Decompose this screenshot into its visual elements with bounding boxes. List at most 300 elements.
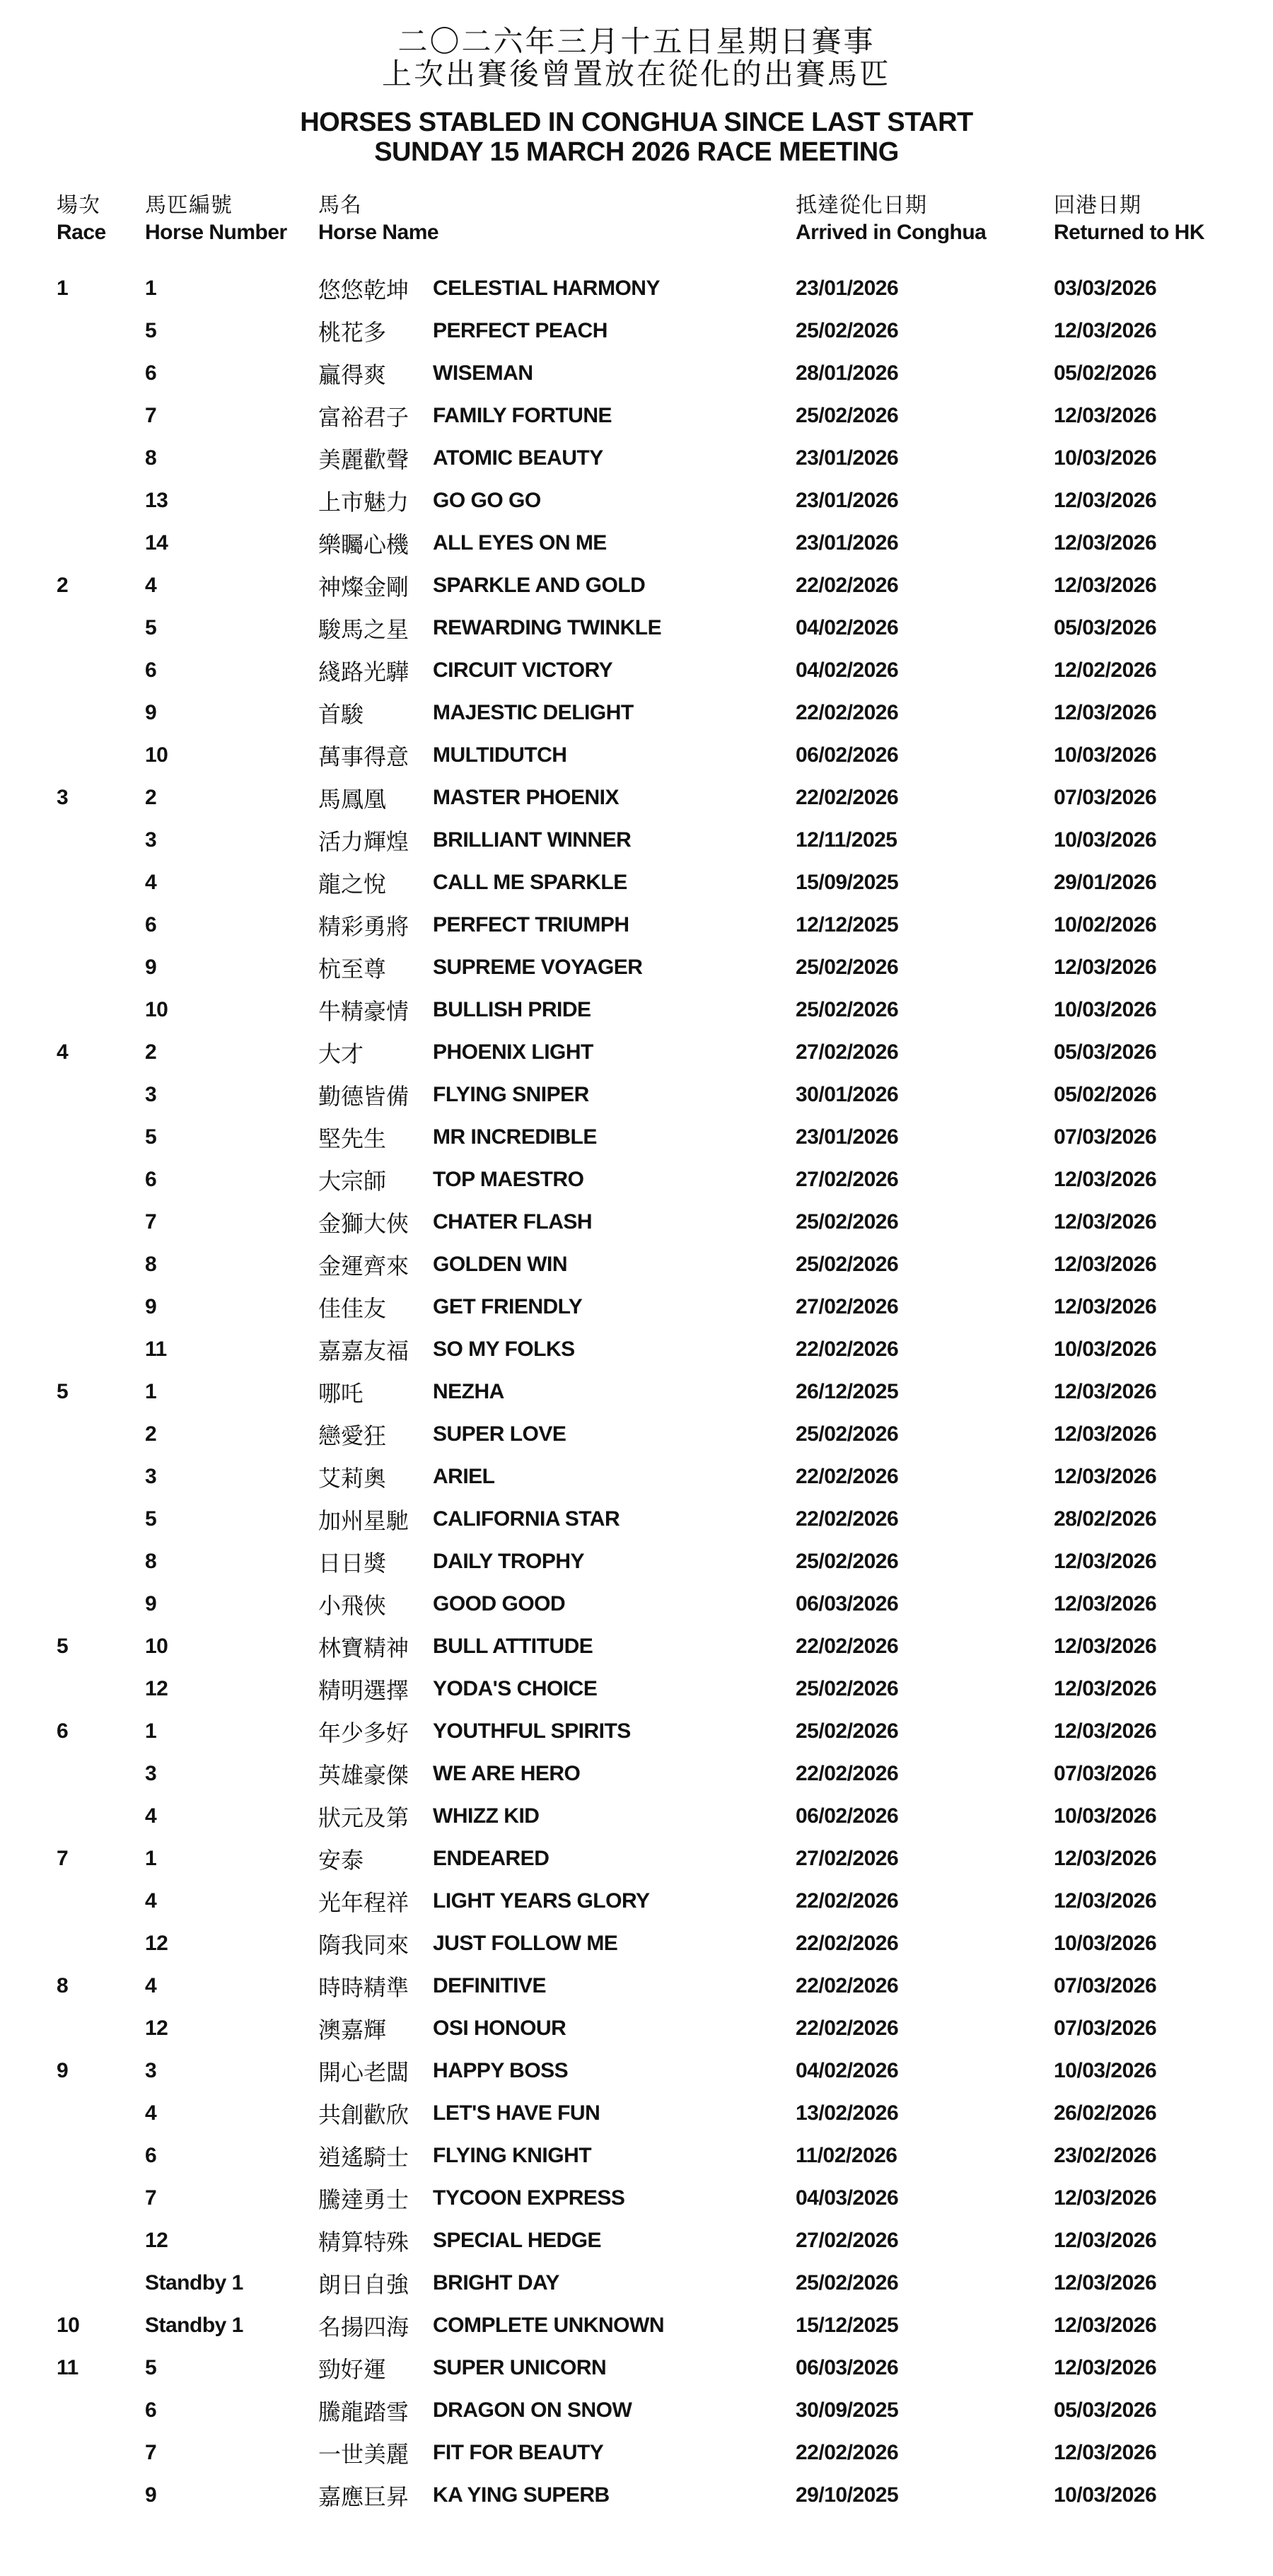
horse-name-zh-cell: 小飛俠 bbox=[318, 1593, 387, 1618]
horse-name-zh-cell: 精彩勇將 bbox=[318, 914, 409, 939]
horse-number-cell: 5 bbox=[145, 1125, 157, 1149]
returned-date-cell: 12/03/2026 bbox=[1054, 1295, 1157, 1318]
horse-number-cell: 10 bbox=[145, 1635, 168, 1658]
table-row bbox=[0, 1116, 1273, 1159]
horse-name-en-cell: LIGHT YEARS GLORY bbox=[433, 1889, 650, 1913]
title-english bbox=[0, 108, 1273, 167]
arrived-date-cell: 22/02/2026 bbox=[796, 1338, 899, 1361]
horse-name-zh-cell: 堅先生 bbox=[318, 1126, 387, 1151]
arrived-date-cell: 23/01/2026 bbox=[796, 277, 899, 300]
horse-number-cell: 2 bbox=[145, 1422, 157, 1446]
horse-name-zh-cell: 共創歡欣 bbox=[318, 2102, 409, 2128]
horse-name-zh-cell: 加州星馳 bbox=[318, 1508, 409, 1533]
title-chinese-line2: 上次出賽後曾置放在從化的出賽馬匹 bbox=[381, 57, 891, 91]
horse-name-zh-cell: 首駿 bbox=[318, 702, 364, 727]
arrived-date-cell: 27/02/2026 bbox=[796, 2229, 899, 2252]
horse-name-en-cell: NEZHA bbox=[433, 1380, 504, 1403]
horse-name-zh-cell: 年少多好 bbox=[318, 1720, 409, 1746]
returned-date-cell: 12/03/2026 bbox=[1054, 2271, 1157, 2294]
arrived-date-cell: 22/02/2026 bbox=[796, 1507, 899, 1531]
arrived-date-cell: 25/02/2026 bbox=[796, 1677, 899, 1700]
returned-date-cell: 12/03/2026 bbox=[1054, 1380, 1157, 1403]
race-cell: 5 bbox=[57, 1380, 69, 1403]
horse-name-zh-cell: 精算特殊 bbox=[318, 2229, 409, 2255]
table-row bbox=[0, 1710, 1273, 1753]
returned-date-cell: 12/03/2026 bbox=[1054, 1847, 1157, 1870]
returned-date-cell: 10/03/2026 bbox=[1054, 828, 1157, 852]
horse-name-en-cell: CALIFORNIA STAR bbox=[433, 1507, 620, 1531]
horse-name-en-cell: WISEMAN bbox=[433, 361, 533, 385]
horse-name-zh-cell: 隋我同來 bbox=[318, 1932, 409, 1958]
returned-date-cell: 10/03/2026 bbox=[1054, 1804, 1157, 1828]
arrived-date-cell: 27/02/2026 bbox=[796, 1295, 899, 1318]
horse-number-cell: 3 bbox=[145, 2059, 157, 2082]
arrived-date-cell: 04/02/2026 bbox=[796, 658, 899, 682]
arrived-date-cell: 04/02/2026 bbox=[796, 2059, 899, 2082]
table-row bbox=[0, 649, 1273, 692]
horse-name-en-cell: HAPPY BOSS bbox=[433, 2059, 569, 2082]
table-header-row-english bbox=[0, 219, 1273, 246]
table-row bbox=[0, 1201, 1273, 1243]
horse-number-cell: 1 bbox=[145, 1847, 157, 1870]
horse-number-cell: 4 bbox=[145, 1804, 157, 1828]
horse-name-en-cell: JUST FOLLOW ME bbox=[433, 1932, 618, 1955]
table-row bbox=[0, 2474, 1273, 2517]
returned-date-cell: 12/03/2026 bbox=[1054, 1889, 1157, 1913]
arrived-date-cell: 25/02/2026 bbox=[796, 998, 899, 1021]
horse-name-zh-cell: 綫路光驊 bbox=[318, 659, 409, 685]
arrived-date-cell: 25/02/2026 bbox=[796, 404, 899, 427]
table-row bbox=[0, 437, 1273, 480]
returned-date-cell: 10/03/2026 bbox=[1054, 1338, 1157, 1361]
table-row bbox=[0, 1456, 1273, 1498]
table-header bbox=[0, 192, 1273, 246]
horse-number-cell: 6 bbox=[145, 1168, 157, 1191]
table-header-row-chinese bbox=[0, 192, 1273, 219]
horse-name-zh-cell: 英雄豪傑 bbox=[318, 1763, 409, 1788]
horse-name-en-cell: DRAGON ON SNOW bbox=[433, 2398, 632, 2422]
returned-date-cell: 23/02/2026 bbox=[1054, 2144, 1157, 2167]
returned-date-cell: 10/03/2026 bbox=[1054, 743, 1157, 767]
horse-name-en-cell: DEFINITIVE bbox=[433, 1974, 547, 1997]
returned-date-cell: 12/03/2026 bbox=[1054, 1422, 1157, 1446]
returned-date-cell: 10/02/2026 bbox=[1054, 913, 1157, 936]
table-row bbox=[0, 1498, 1273, 1541]
horse-name-zh-cell: 上市魅力 bbox=[318, 489, 409, 515]
table-row bbox=[0, 310, 1273, 352]
arrived-date-cell: 15/09/2025 bbox=[796, 871, 899, 894]
table-row bbox=[0, 607, 1273, 649]
horse-name-en-cell: GO GO GO bbox=[433, 489, 541, 512]
arrived-date-cell: 25/02/2026 bbox=[796, 1550, 899, 1573]
table-row bbox=[0, 1668, 1273, 1710]
returned-date-cell: 07/03/2026 bbox=[1054, 1974, 1157, 1997]
horse-name-en-cell: ATOMIC BEAUTY bbox=[433, 446, 603, 470]
arrived-date-cell: 22/02/2026 bbox=[796, 786, 899, 809]
arrived-date-cell: 26/12/2025 bbox=[796, 1380, 899, 1403]
horse-number-cell: 5 bbox=[145, 1507, 157, 1531]
table-row bbox=[0, 777, 1273, 819]
horse-name-en-cell: CELESTIAL HARMONY bbox=[433, 277, 660, 300]
arrived-date-cell: 13/02/2026 bbox=[796, 2101, 899, 2125]
horse-name-en-cell: DAILY TROPHY bbox=[433, 1550, 585, 1573]
horse-name-en-cell: BULLISH PRIDE bbox=[433, 998, 591, 1021]
horse-number-cell: 4 bbox=[145, 574, 157, 597]
table-row bbox=[0, 1286, 1273, 1328]
arrived-date-cell: 27/02/2026 bbox=[796, 1168, 899, 1191]
table-row bbox=[0, 1795, 1273, 1838]
arrived-date-cell: 22/02/2026 bbox=[796, 574, 899, 597]
horse-name-zh-cell: 光年程祥 bbox=[318, 1890, 409, 1915]
returned-date-cell: 12/03/2026 bbox=[1054, 1677, 1157, 1700]
horse-number-cell: 12 bbox=[145, 2017, 168, 2040]
returned-date-cell: 12/03/2026 bbox=[1054, 956, 1157, 979]
horse-name-en-cell: PERFECT PEACH bbox=[433, 319, 608, 342]
arrived-date-cell: 22/02/2026 bbox=[796, 1974, 899, 1997]
horse-number-cell: 11 bbox=[145, 1338, 167, 1361]
table-row bbox=[0, 989, 1273, 1031]
horse-number-cell: 3 bbox=[145, 828, 157, 852]
table-row bbox=[0, 2304, 1273, 2347]
returned-date-cell: 07/03/2026 bbox=[1054, 2017, 1157, 2040]
horse-name-zh-cell: 佳佳友 bbox=[318, 1296, 387, 1321]
returned-date-cell: 26/02/2026 bbox=[1054, 2101, 1157, 2125]
table-row bbox=[0, 2262, 1273, 2304]
table-row bbox=[0, 861, 1273, 904]
horse-number-cell: 8 bbox=[145, 1550, 157, 1573]
horse-name-zh-cell: 贏得爽 bbox=[318, 362, 387, 388]
horse-name-zh-cell: 戀愛狂 bbox=[318, 1423, 387, 1449]
horse-number-cell: 1 bbox=[145, 277, 157, 300]
horse-number-cell: 7 bbox=[145, 2441, 157, 2464]
header-arrived-zh: 抵達從化日期 bbox=[796, 194, 927, 217]
horse-number-cell: 1 bbox=[145, 1380, 157, 1403]
horse-number-cell: 6 bbox=[145, 2144, 157, 2167]
horse-number-cell: 4 bbox=[145, 1889, 157, 1913]
race-cell: 5 bbox=[57, 1635, 69, 1658]
returned-date-cell: 12/03/2026 bbox=[1054, 2186, 1157, 2210]
horse-number-cell: 6 bbox=[145, 361, 157, 385]
horse-number-cell: 10 bbox=[145, 998, 168, 1021]
title-chinese bbox=[0, 25, 1273, 91]
horse-name-en-cell: KA YING SUPERB bbox=[433, 2483, 610, 2507]
horse-name-en-cell: GOLDEN WIN bbox=[433, 1253, 567, 1276]
horse-name-zh-cell: 朗日自強 bbox=[318, 2272, 409, 2297]
arrived-date-cell: 06/02/2026 bbox=[796, 1804, 899, 1828]
arrived-date-cell: 25/02/2026 bbox=[796, 1253, 899, 1276]
returned-date-cell: 12/03/2026 bbox=[1054, 319, 1157, 342]
header-race-zh: 場次 bbox=[57, 194, 100, 217]
horse-number-cell: 12 bbox=[145, 1932, 168, 1955]
returned-date-cell: 12/03/2026 bbox=[1054, 489, 1157, 512]
table-row bbox=[0, 267, 1273, 310]
returned-date-cell: 05/02/2026 bbox=[1054, 1083, 1157, 1106]
returned-date-cell: 12/03/2026 bbox=[1054, 2441, 1157, 2464]
race-cell: 6 bbox=[57, 1719, 69, 1743]
returned-date-cell: 12/03/2026 bbox=[1054, 574, 1157, 597]
horse-name-zh-cell: 大才 bbox=[318, 1041, 364, 1067]
horse-number-cell: 9 bbox=[145, 2483, 157, 2507]
horse-number-cell: 3 bbox=[145, 1465, 157, 1488]
horse-number-cell: 5 bbox=[145, 319, 157, 342]
horse-name-zh-cell: 騰龍踏雪 bbox=[318, 2399, 409, 2425]
header-horse-name-en: Horse Name bbox=[318, 221, 439, 244]
horse-name-zh-cell: 狀元及第 bbox=[318, 1805, 409, 1831]
horse-name-zh-cell: 澳嘉輝 bbox=[318, 2017, 387, 2043]
returned-date-cell: 12/02/2026 bbox=[1054, 658, 1157, 682]
returned-date-cell: 12/03/2026 bbox=[1054, 1635, 1157, 1658]
horse-number-cell: 12 bbox=[145, 1677, 168, 1700]
table-row bbox=[0, 1541, 1273, 1583]
horse-name-en-cell: LET'S HAVE FUN bbox=[433, 2101, 600, 2125]
returned-date-cell: 05/02/2026 bbox=[1054, 361, 1157, 385]
race-cell: 1 bbox=[57, 277, 69, 300]
horse-name-zh-cell: 牛精豪情 bbox=[318, 999, 409, 1024]
horse-number-cell: 4 bbox=[145, 871, 157, 894]
horse-name-zh-cell: 活力輝煌 bbox=[318, 829, 409, 854]
horse-name-zh-cell: 嘉應巨昇 bbox=[318, 2484, 409, 2510]
horse-number-cell: 12 bbox=[145, 2229, 168, 2252]
horse-name-zh-cell: 駿馬之星 bbox=[318, 617, 409, 642]
horse-number-cell: Standby 1 bbox=[145, 2314, 243, 2337]
horse-name-en-cell: MASTER PHOENIX bbox=[433, 786, 620, 809]
returned-date-cell: 05/03/2026 bbox=[1054, 2398, 1157, 2422]
returned-date-cell: 05/03/2026 bbox=[1054, 616, 1157, 639]
returned-date-cell: 10/03/2026 bbox=[1054, 446, 1157, 470]
table-row bbox=[0, 819, 1273, 861]
header-horse-number-zh: 馬匹編號 bbox=[145, 194, 233, 217]
horse-name-zh-cell: 嘉嘉友福 bbox=[318, 1338, 409, 1364]
arrived-date-cell: 06/02/2026 bbox=[796, 743, 899, 767]
arrived-date-cell: 22/02/2026 bbox=[796, 2441, 899, 2464]
horse-number-cell: 10 bbox=[145, 743, 168, 767]
horse-name-en-cell: BRIGHT DAY bbox=[433, 2271, 559, 2294]
horse-name-en-cell: GOOD GOOD bbox=[433, 1592, 566, 1615]
arrived-date-cell: 22/02/2026 bbox=[796, 1635, 899, 1658]
returned-date-cell: 12/03/2026 bbox=[1054, 2229, 1157, 2252]
arrived-date-cell: 23/01/2026 bbox=[796, 489, 899, 512]
table-row bbox=[0, 734, 1273, 777]
horse-name-zh-cell: 馬鳳凰 bbox=[318, 787, 387, 812]
arrived-date-cell: 22/02/2026 bbox=[796, 701, 899, 724]
horse-name-en-cell: COMPLETE UNKNOWN bbox=[433, 2314, 664, 2337]
horse-number-cell: 13 bbox=[145, 489, 168, 512]
horse-number-cell: 6 bbox=[145, 658, 157, 682]
arrived-date-cell: 22/02/2026 bbox=[796, 2017, 899, 2040]
horse-number-cell: 8 bbox=[145, 446, 157, 470]
horse-name-en-cell: YODA'S CHOICE bbox=[433, 1677, 598, 1700]
returned-date-cell: 12/03/2026 bbox=[1054, 1168, 1157, 1191]
returned-date-cell: 28/02/2026 bbox=[1054, 1507, 1157, 1531]
header-horse-number-en: Horse Number bbox=[145, 221, 287, 244]
horse-name-zh-cell: 一世美麗 bbox=[318, 2442, 409, 2467]
arrived-date-cell: 04/03/2026 bbox=[796, 2186, 899, 2210]
arrived-date-cell: 12/11/2025 bbox=[796, 828, 897, 852]
race-cell: 11 bbox=[57, 2356, 79, 2379]
horse-name-en-cell: WHIZZ KID bbox=[433, 1804, 540, 1828]
arrived-date-cell: 30/09/2025 bbox=[796, 2398, 899, 2422]
returned-date-cell: 07/03/2026 bbox=[1054, 1125, 1157, 1149]
horse-number-cell: 2 bbox=[145, 786, 157, 809]
arrived-date-cell: 25/02/2026 bbox=[796, 319, 899, 342]
returned-date-cell: 12/03/2026 bbox=[1054, 1592, 1157, 1615]
arrived-date-cell: 27/02/2026 bbox=[796, 1847, 899, 1870]
returned-date-cell: 10/03/2026 bbox=[1054, 998, 1157, 1021]
table-row bbox=[0, 1074, 1273, 1116]
horse-name-zh-cell: 金運齊來 bbox=[318, 1253, 409, 1279]
horse-number-cell: 7 bbox=[145, 1210, 157, 1234]
horse-name-en-cell: BULL ATTITUDE bbox=[433, 1635, 593, 1658]
table-body bbox=[0, 267, 1273, 2517]
table-row bbox=[0, 480, 1273, 522]
horse-name-en-cell: TOP MAESTRO bbox=[433, 1168, 584, 1191]
arrived-date-cell: 06/03/2026 bbox=[796, 2356, 899, 2379]
horse-number-cell: 8 bbox=[145, 1253, 157, 1276]
table-row bbox=[0, 1583, 1273, 1625]
horse-name-zh-cell: 開心老闆 bbox=[318, 2060, 409, 2085]
returned-date-cell: 12/03/2026 bbox=[1054, 1210, 1157, 1234]
horse-name-en-cell: OSI HONOUR bbox=[433, 2017, 566, 2040]
arrived-date-cell: 04/02/2026 bbox=[796, 616, 899, 639]
table-row bbox=[0, 2432, 1273, 2474]
horse-name-en-cell: ARIEL bbox=[433, 1465, 495, 1488]
table-row bbox=[0, 1753, 1273, 1795]
horse-name-en-cell: FAMILY FORTUNE bbox=[433, 404, 612, 427]
horse-name-zh-cell: 精明選擇 bbox=[318, 1678, 409, 1703]
horse-number-cell: 9 bbox=[145, 701, 157, 724]
horse-name-zh-cell: 勁好運 bbox=[318, 2357, 387, 2382]
table-row bbox=[0, 1159, 1273, 1201]
arrived-date-cell: 25/02/2026 bbox=[796, 2271, 899, 2294]
header-arrived-en: Arrived in Conghua bbox=[796, 221, 987, 244]
table-row bbox=[0, 395, 1273, 437]
race-cell: 4 bbox=[57, 1040, 69, 1064]
returned-date-cell: 12/03/2026 bbox=[1054, 2314, 1157, 2337]
horse-name-zh-cell: 龍之悅 bbox=[318, 871, 387, 897]
horse-name-en-cell: SPARKLE AND GOLD bbox=[433, 574, 646, 597]
horse-name-zh-cell: 神燦金剛 bbox=[318, 574, 409, 600]
horse-number-cell: 14 bbox=[145, 531, 168, 555]
horse-name-en-cell: WE ARE HERO bbox=[433, 1762, 581, 1785]
arrived-date-cell: 22/02/2026 bbox=[796, 1889, 899, 1913]
table-row bbox=[0, 946, 1273, 989]
arrived-date-cell: 15/12/2025 bbox=[796, 2314, 899, 2337]
returned-date-cell: 29/01/2026 bbox=[1054, 871, 1157, 894]
horse-name-en-cell: SUPER UNICORN bbox=[433, 2356, 607, 2379]
table-row bbox=[0, 1328, 1273, 1371]
returned-date-cell: 12/03/2026 bbox=[1054, 2356, 1157, 2379]
horse-name-en-cell: CALL ME SPARKLE bbox=[433, 871, 627, 894]
returned-date-cell: 10/03/2026 bbox=[1054, 2059, 1157, 2082]
arrived-date-cell: 23/01/2026 bbox=[796, 531, 899, 555]
table-row bbox=[0, 1031, 1273, 1074]
horse-number-cell: 3 bbox=[145, 1083, 157, 1106]
horse-name-zh-cell: 金獅大俠 bbox=[318, 1211, 409, 1236]
header-returned-zh: 回港日期 bbox=[1054, 194, 1141, 217]
table-row bbox=[0, 2007, 1273, 2050]
header-horse-name-zh: 馬名 bbox=[318, 194, 362, 217]
race-cell: 7 bbox=[57, 1847, 69, 1870]
arrived-date-cell: 25/02/2026 bbox=[796, 1719, 899, 1743]
header-returned-en: Returned to HK bbox=[1054, 221, 1204, 244]
returned-date-cell: 07/03/2026 bbox=[1054, 1762, 1157, 1785]
title-chinese-line1: 二〇二六年三月十五日星期日賽事 bbox=[397, 25, 876, 58]
table-row bbox=[0, 564, 1273, 607]
returned-date-cell: 05/03/2026 bbox=[1054, 1040, 1157, 1064]
horse-name-zh-cell: 逍遙騎士 bbox=[318, 2145, 409, 2170]
horse-name-en-cell: MR INCREDIBLE bbox=[433, 1125, 597, 1149]
arrived-date-cell: 11/02/2026 bbox=[796, 2144, 897, 2167]
horse-name-zh-cell: 哪吒 bbox=[318, 1381, 364, 1406]
returned-date-cell: 12/03/2026 bbox=[1054, 1550, 1157, 1573]
horse-name-zh-cell: 安泰 bbox=[318, 1847, 364, 1873]
horse-name-zh-cell: 萬事得意 bbox=[318, 744, 409, 770]
horse-name-en-cell: PHOENIX LIGHT bbox=[433, 1040, 593, 1064]
table-row bbox=[0, 1838, 1273, 1880]
returned-date-cell: 03/03/2026 bbox=[1054, 277, 1157, 300]
arrived-date-cell: 22/02/2026 bbox=[796, 1932, 899, 1955]
race-cell: 3 bbox=[57, 786, 69, 809]
horse-name-en-cell: MAJESTIC DELIGHT bbox=[433, 701, 634, 724]
table-row bbox=[0, 1625, 1273, 1668]
table-row bbox=[0, 1922, 1273, 1965]
table-row bbox=[0, 692, 1273, 734]
horse-name-en-cell: FIT FOR BEAUTY bbox=[433, 2441, 604, 2464]
horse-name-zh-cell: 名揚四海 bbox=[318, 2314, 409, 2340]
horse-name-en-cell: SPECIAL HEDGE bbox=[433, 2229, 601, 2252]
horse-name-en-cell: ALL EYES ON ME bbox=[433, 531, 607, 555]
horse-name-en-cell: BRILLIANT WINNER bbox=[433, 828, 632, 852]
returned-date-cell: 12/03/2026 bbox=[1054, 531, 1157, 555]
horse-number-cell: Standby 1 bbox=[145, 2271, 243, 2294]
horse-name-zh-cell: 富裕君子 bbox=[318, 405, 409, 430]
horse-name-en-cell: YOUTHFUL SPIRITS bbox=[433, 1719, 631, 1743]
arrived-date-cell: 25/02/2026 bbox=[796, 1422, 899, 1446]
horse-name-en-cell: CIRCUIT VICTORY bbox=[433, 658, 613, 682]
horse-number-cell: 5 bbox=[145, 2356, 157, 2379]
table-row bbox=[0, 1413, 1273, 1456]
table-row bbox=[0, 904, 1273, 946]
table-row bbox=[0, 1243, 1273, 1286]
table-row bbox=[0, 522, 1273, 564]
race-cell: 8 bbox=[57, 1974, 69, 1997]
horse-name-en-cell: SUPREME VOYAGER bbox=[433, 956, 643, 979]
race-cell: 10 bbox=[57, 2314, 80, 2337]
horse-name-en-cell: SUPER LOVE bbox=[433, 1422, 566, 1446]
horse-number-cell: 7 bbox=[145, 2186, 157, 2210]
table-row bbox=[0, 2092, 1273, 2135]
horse-name-zh-cell: 杭至尊 bbox=[318, 956, 387, 982]
returned-date-cell: 10/03/2026 bbox=[1054, 2483, 1157, 2507]
horse-number-cell: 9 bbox=[145, 1592, 157, 1615]
title-english-line2: SUNDAY 15 MARCH 2026 RACE MEETING bbox=[374, 137, 899, 167]
arrived-date-cell: 27/02/2026 bbox=[796, 1040, 899, 1064]
returned-date-cell: 07/03/2026 bbox=[1054, 786, 1157, 809]
table-row bbox=[0, 1880, 1273, 1922]
arrived-date-cell: 25/02/2026 bbox=[796, 1210, 899, 1234]
horse-number-cell: 3 bbox=[145, 1762, 157, 1785]
horse-name-zh-cell: 美麗歡聲 bbox=[318, 447, 409, 472]
horse-number-cell: 9 bbox=[145, 956, 157, 979]
returned-date-cell: 12/03/2026 bbox=[1054, 1253, 1157, 1276]
table-row bbox=[0, 2135, 1273, 2177]
horse-number-cell: 2 bbox=[145, 1040, 157, 1064]
arrived-date-cell: 12/12/2025 bbox=[796, 913, 899, 936]
horse-number-cell: 4 bbox=[145, 2101, 157, 2125]
horse-name-en-cell: GET FRIENDLY bbox=[433, 1295, 583, 1318]
horse-name-en-cell: SO MY FOLKS bbox=[433, 1338, 575, 1361]
horse-number-cell: 6 bbox=[145, 913, 157, 936]
